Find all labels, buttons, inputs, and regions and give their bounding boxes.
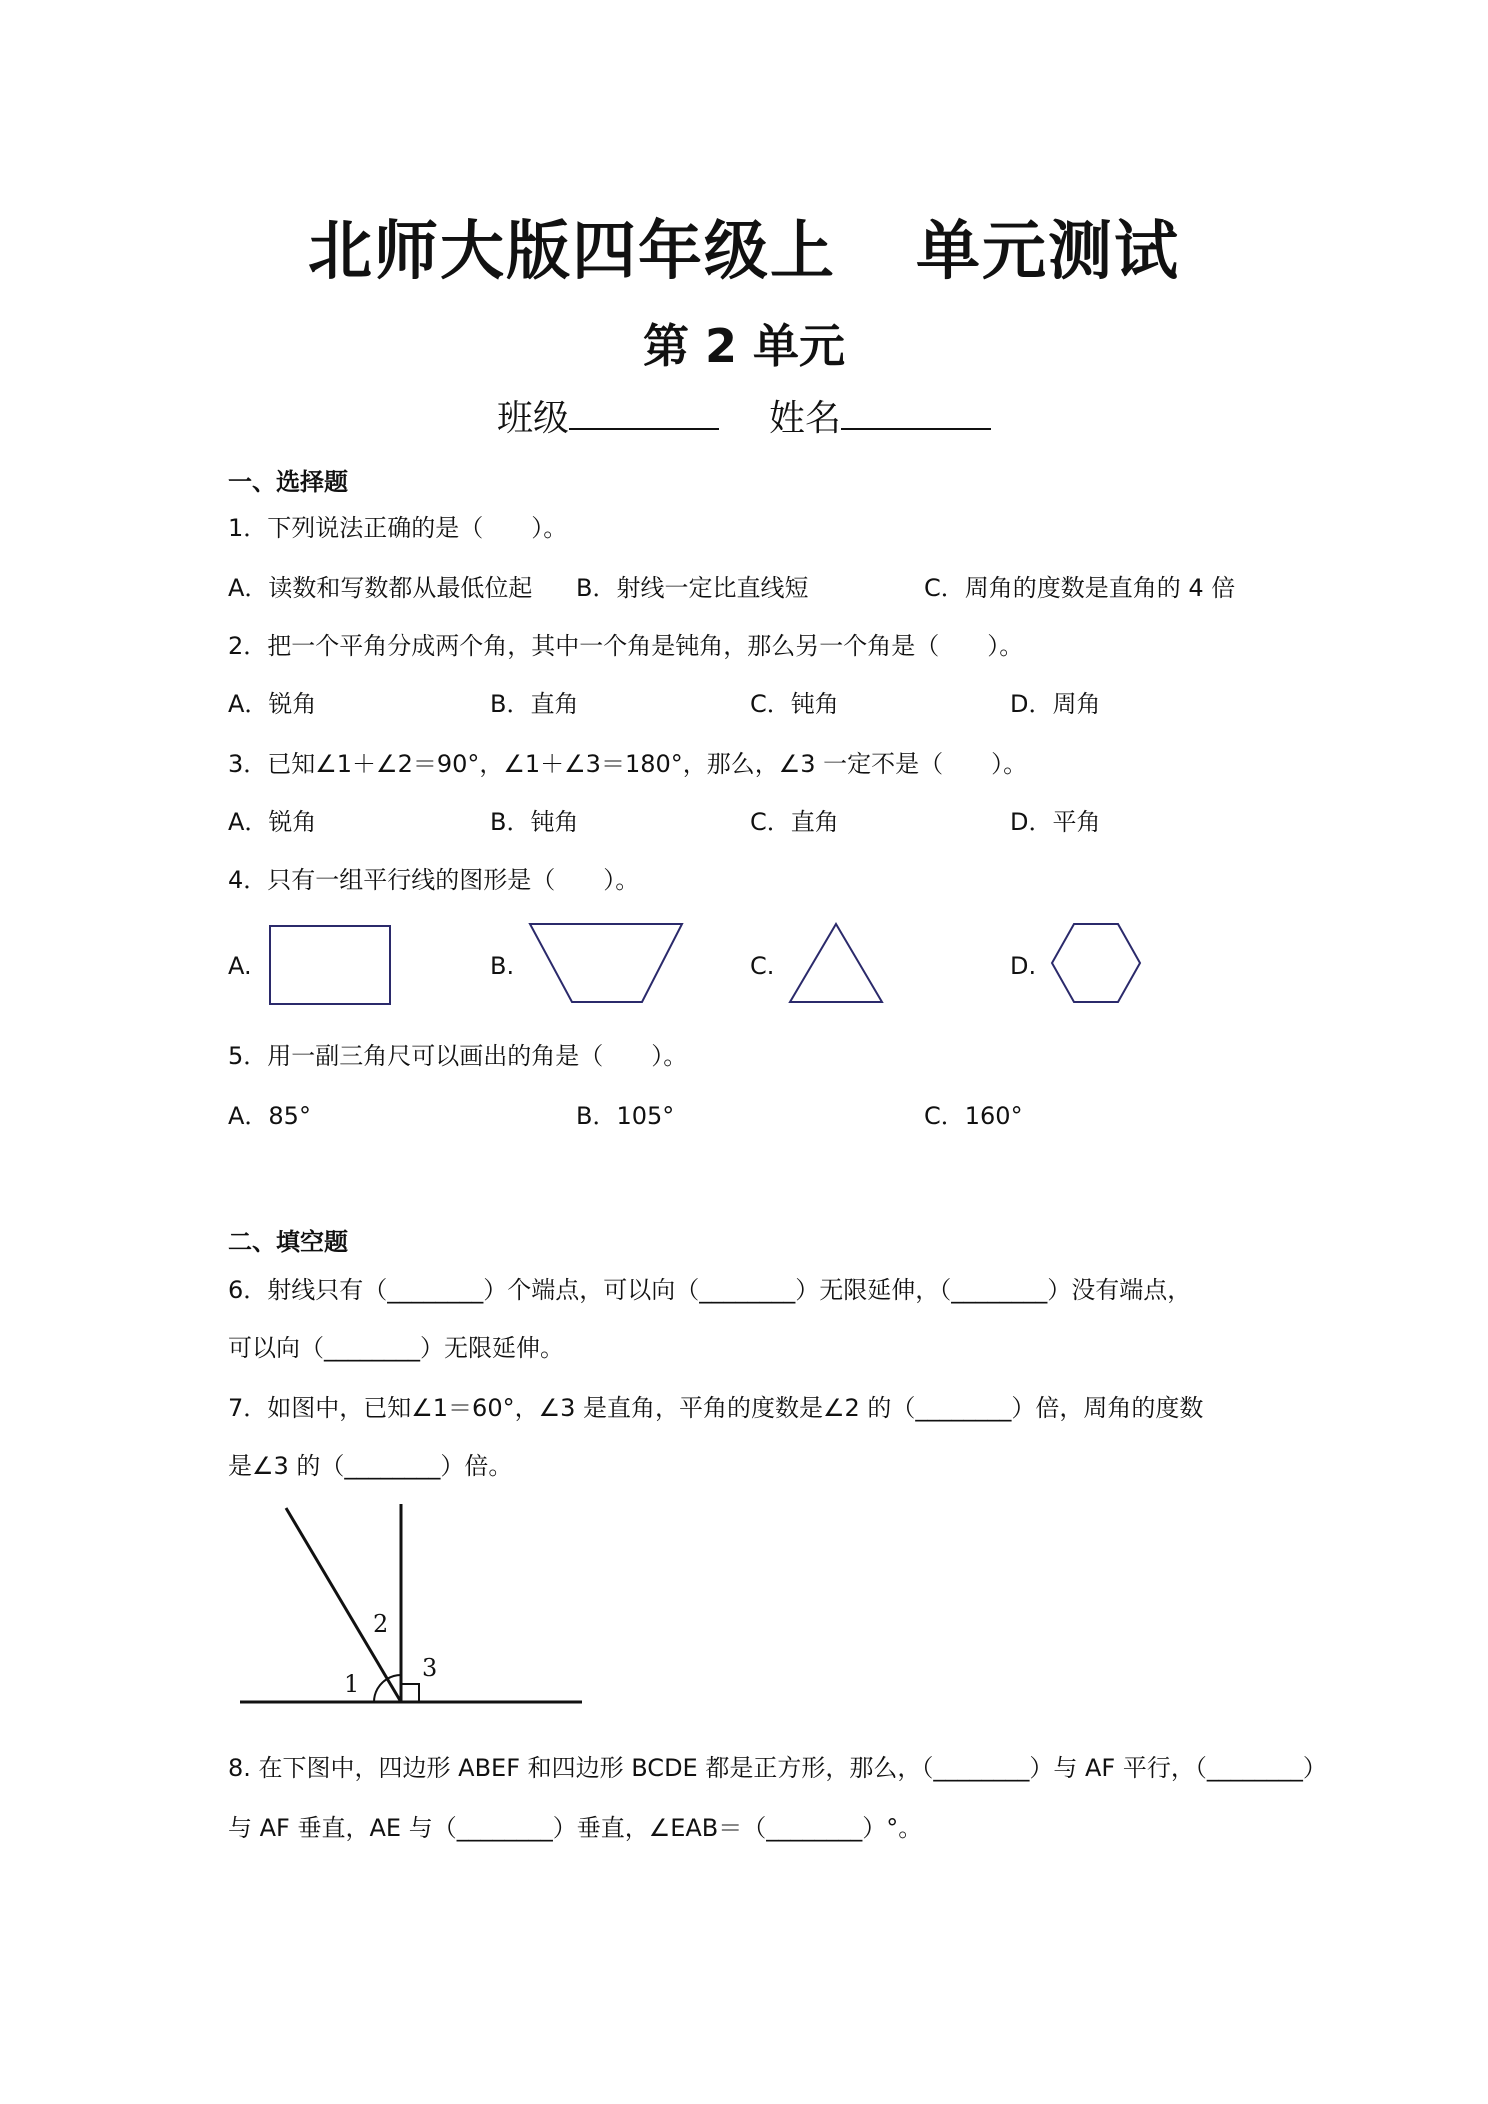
- name-label: 姓名: [769, 398, 842, 439]
- q5-stem: 5．用一副三角尺可以画出的角是（ ）。: [228, 1042, 688, 1070]
- q5-option-a: A．85°: [228, 1102, 311, 1130]
- q5-option-c: C．160°: [924, 1102, 1023, 1130]
- q2-option-d: D．周角: [1010, 690, 1101, 718]
- q3-option-d: D．平角: [1010, 808, 1101, 836]
- angle-1-label: 1: [344, 1670, 360, 1698]
- angle-2-label: 2: [373, 1610, 389, 1638]
- angle-3-label: 3: [422, 1654, 438, 1682]
- q1-option-a: A．读数和写数都从最低位起: [228, 574, 533, 602]
- q3-option-a: A．锐角: [228, 808, 317, 836]
- q2-stem: 2．把一个平角分成两个角，其中一个角是钝角，那么另一个角是（ ）。: [228, 632, 1024, 660]
- unit-subtitle: 第 2 单元: [642, 319, 846, 373]
- q1-stem: 1．下列说法正确的是（ ）。: [228, 514, 568, 542]
- section-choice-heading: 一、选择题: [228, 468, 348, 496]
- q4-option-d: D.: [1010, 952, 1037, 980]
- triangle-figure: [788, 922, 884, 1006]
- angle-diagram: [236, 1500, 588, 1710]
- q1-option-c: C．周角的度数是直角的 4 倍: [924, 574, 1236, 602]
- q8-line-1: 8. 在下图中，四边形 ABEF 和四边形 BCDE 都是正方形，那么，（________）与 AF 平行，（________）: [228, 1754, 1327, 1782]
- name-blank: [841, 394, 991, 430]
- q1-option-b: B．射线一定比直线短: [576, 574, 809, 602]
- class-label: 班级: [496, 398, 569, 439]
- hexagon-figure: [1050, 922, 1142, 1004]
- title-left: 北师大版四年级上: [308, 215, 836, 289]
- q7-line-1: 7．如图中，已知∠1＝60°，∠3 是直角，平角的度数是∠2 的（________）倍，周角的度数: [228, 1394, 1204, 1422]
- q5-option-b: B．105°: [576, 1102, 675, 1130]
- q4-option-b: B.: [490, 952, 515, 980]
- section-fill-heading: 二、填空题: [228, 1228, 348, 1256]
- student-info: [0, 390, 1488, 441]
- q4-stem: 4．只有一组平行线的图形是（ ）。: [228, 866, 640, 894]
- q2-option-c: C．钝角: [750, 690, 839, 718]
- q8-line-2: 与 AF 垂直，AE 与（________）垂直，∠EAB＝（________）°。: [228, 1814, 923, 1842]
- q7-line-2: 是∠3 的（________）倍。: [228, 1452, 513, 1480]
- q2-option-b: B．直角: [490, 690, 579, 718]
- q6-line-1: 6．射线只有（________）个端点，可以向（________）无限延伸，（________）没有端点，: [228, 1276, 1192, 1304]
- title-right: 单元测试: [916, 215, 1180, 289]
- q3-option-b: B．钝角: [490, 808, 579, 836]
- q4-option-a: A.: [228, 952, 252, 980]
- q3-option-c: C．直角: [750, 808, 839, 836]
- q4-option-c: C.: [750, 952, 775, 980]
- q3-stem: 3．已知∠1＋∠2＝90°，∠1＋∠3＝180°，那么，∠3 一定不是（ ）。: [228, 750, 1028, 778]
- page-title: [0, 200, 1488, 292]
- trapezoid-figure: [528, 922, 686, 1006]
- q2-option-a: A．锐角: [228, 690, 317, 718]
- rectangle-figure: [268, 924, 392, 1006]
- class-blank: [569, 394, 719, 430]
- q6-line-2: 可以向（________）无限延伸。: [228, 1334, 564, 1362]
